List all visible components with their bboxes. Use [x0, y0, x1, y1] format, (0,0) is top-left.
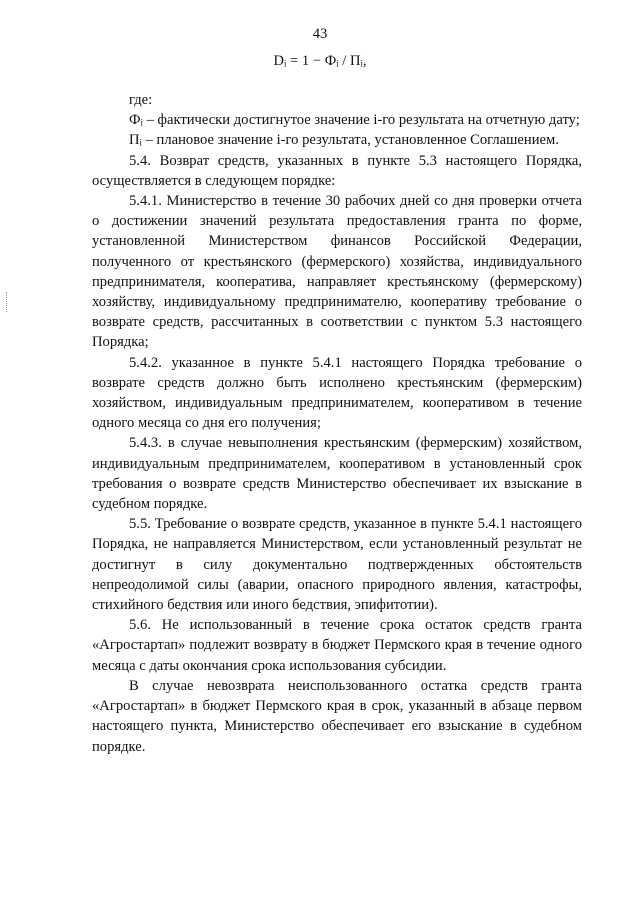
paragraph-where: где:	[129, 92, 153, 108]
paragraph-5-6: 5.6. Не использованный в течение срока остаток средств гранта «Агростартап» подлежит возврату в бюджет Пермского края в течение одного месяца с даты окончания срока использования субсидии.	[92, 617, 582, 674]
margin-scan-mark	[6, 292, 9, 312]
page-number: 43	[312, 26, 328, 42]
paragraph-5-4: 5.4. Возврат средств, указанных в пункте 5.3 настоящего Порядка, осуществляется в следующем порядке:	[92, 152, 582, 189]
paragraph-non-return: В случае невозврата неиспользованного остатка средств гранта «Агростартап» в бюджет Пермского края в срок, указанный в абзаце первом настоящего пункта, Министерство обеспечивает его взыскание в судебном порядке.	[92, 677, 582, 755]
document-body	[92, 78, 582, 757]
paragraph-5-4-2: 5.4.2. указанное в пункте 5.4.1 настоящего Порядка требование о возврате средств должно быть исполнено крестьянским (фермерским) хозяйством, индивидуальным предпринимателем, кооперативом в течение одного месяца со дня его получения;	[92, 354, 582, 432]
paragraph-5-5: 5.5. Требование о возврате средств, указанное в пункте 5.4.1 настоящего Порядка, не направляется Министерством, если установленный результат не достигнут в силу документально подтвержденных обстоятельств непреодолимой силы (аварии, опасного природного явления, катастрофы, стихийного бедствия или иного бедствия, эпифитотии).	[92, 516, 582, 614]
formula: Dᵢ = 1 − Фᵢ / Пᵢ,	[273, 53, 367, 69]
paragraph-pi-definition: Пᵢ – плановое значение i-го результата, установленное Соглашением.	[129, 132, 559, 149]
paragraph-5-4-3: 5.4.3. в случае невыполнения крестьянским (фермерским) хозяйством, индивидуальным предпринимателем, кооперативом в установленный срок требования о возврате средств Министерство обеспечивает их взыскание в судебном порядке.	[92, 435, 582, 513]
paragraph-phi-definition: Фᵢ – фактически достигнутое значение i-го результата на отчетную дату;	[129, 112, 580, 129]
paragraph-5-4-1: 5.4.1. Министерство в течение 30 рабочих дней со дня проверки отчета о достижении значений результата предоставления гранта по форме, установленной Министерством финансов Российской Федерации, полученного от крестьянского (фермерского) хозяйства, индивидуального предпринимателя, кооператива, направляет крестьянскому (фермерскому) хозяйству, индивидуальному предпринимателю, кооперативу требование о возврате средств, рассчитанных в соответствии с пунктом 5.3 настоящего Порядка;	[92, 193, 582, 351]
